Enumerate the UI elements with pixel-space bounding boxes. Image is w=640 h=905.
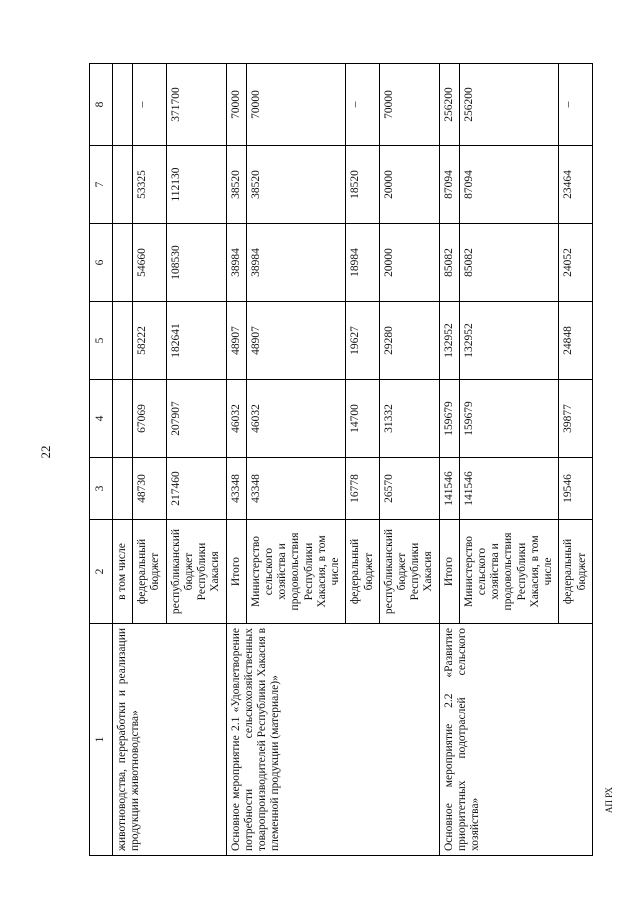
value-cell: 256200 xyxy=(439,64,459,146)
value-cell: 256200 xyxy=(459,64,559,146)
value-cell: 39877 xyxy=(559,380,592,458)
value-cell: 70000 xyxy=(246,64,346,146)
value-cell: 108530 xyxy=(166,224,226,302)
value-cell: 70000 xyxy=(226,64,246,146)
value-cell: 48907 xyxy=(226,302,246,380)
value-cell: 19627 xyxy=(346,302,379,380)
col-header: 7 xyxy=(90,146,113,224)
value-cell: 20000 xyxy=(379,146,439,224)
header-row xyxy=(90,64,113,856)
value-cell: 38520 xyxy=(226,146,246,224)
value-cell: 182641 xyxy=(166,302,226,380)
value-cell: 87094 xyxy=(459,146,559,224)
source-cell: Итого xyxy=(439,520,459,624)
value-cell: 141546 xyxy=(459,458,559,520)
value-cell: 16778 xyxy=(346,458,379,520)
value-cell xyxy=(113,64,133,146)
value-cell: 43348 xyxy=(226,458,246,520)
table-row xyxy=(226,64,246,856)
value-cell: 85082 xyxy=(439,224,459,302)
value-cell xyxy=(113,458,133,520)
value-cell: – xyxy=(346,64,379,146)
table-row xyxy=(439,64,459,856)
value-cell: 23464 xyxy=(559,146,592,224)
value-cell: 19546 xyxy=(559,458,592,520)
source-cell: республиканский бюджет Республики Хакасия xyxy=(166,520,226,624)
footer-mark: АП РХ xyxy=(604,786,614,814)
value-cell: 371700 xyxy=(166,64,226,146)
value-cell: 48907 xyxy=(246,302,346,380)
value-cell: 14700 xyxy=(346,380,379,458)
value-cell: 48730 xyxy=(133,458,166,520)
value-cell xyxy=(113,146,133,224)
source-cell: в том числе xyxy=(113,520,133,624)
table-row xyxy=(113,64,133,856)
value-cell: 29280 xyxy=(379,302,439,380)
source-cell: федеральный бюджет xyxy=(559,520,592,624)
value-cell: – xyxy=(559,64,592,146)
source-cell: Министерство сельского хозяйства и продовольствия Республики Хакасия, в том числе xyxy=(459,520,559,624)
col-header: 3 xyxy=(90,458,113,520)
activity-description: Основное мероприятие 2.1 «Удовлетворение потребности сельскохозяйственных товаропроизводителей Республики Хакасия в племенной продукции (материале)» xyxy=(226,624,439,856)
source-cell: Министерство сельского хозяйства и продовольствия Республики Хакасия, в том числе xyxy=(246,520,346,624)
budget-table xyxy=(89,63,593,856)
value-cell: 132952 xyxy=(439,302,459,380)
value-cell: 87094 xyxy=(439,146,459,224)
activity-description: Основное мероприятие 2.2 «Развитие приоритетных подотраслей сельского хозяйства» xyxy=(439,624,592,856)
col-header: 8 xyxy=(90,64,113,146)
value-cell: 159679 xyxy=(459,380,559,458)
value-cell: 24848 xyxy=(559,302,592,380)
col-header: 6 xyxy=(90,224,113,302)
value-cell: 18984 xyxy=(346,224,379,302)
value-cell: 67069 xyxy=(133,380,166,458)
source-cell: Итого xyxy=(226,520,246,624)
source-cell: республиканский бюджет Республики Хакасия xyxy=(379,520,439,624)
value-cell: 217460 xyxy=(166,458,226,520)
value-cell: 31332 xyxy=(379,380,439,458)
value-cell: 38984 xyxy=(246,224,346,302)
value-cell: 207907 xyxy=(166,380,226,458)
value-cell: – xyxy=(133,64,166,146)
value-cell xyxy=(113,224,133,302)
value-cell: 24052 xyxy=(559,224,592,302)
value-cell: 20000 xyxy=(379,224,439,302)
value-cell: 46032 xyxy=(226,380,246,458)
col-header: 5 xyxy=(90,302,113,380)
value-cell: 38984 xyxy=(226,224,246,302)
value-cell xyxy=(113,302,133,380)
value-cell: 159679 xyxy=(439,380,459,458)
value-cell: 38520 xyxy=(246,146,346,224)
value-cell xyxy=(113,380,133,458)
source-cell: федеральный бюджет xyxy=(346,520,379,624)
col-header: 4 xyxy=(90,380,113,458)
value-cell: 53325 xyxy=(133,146,166,224)
page-number: 22 xyxy=(38,445,53,459)
col-header: 2 xyxy=(90,520,113,624)
value-cell: 18520 xyxy=(346,146,379,224)
value-cell: 132952 xyxy=(459,302,559,380)
value-cell: 58222 xyxy=(133,302,166,380)
value-cell: 112130 xyxy=(166,146,226,224)
value-cell: 70000 xyxy=(379,64,439,146)
rotated-table-container xyxy=(89,64,588,856)
source-cell: федеральный бюджет xyxy=(133,520,166,624)
value-cell: 141546 xyxy=(439,458,459,520)
value-cell: 43348 xyxy=(246,458,346,520)
col-header: 1 xyxy=(90,624,113,856)
value-cell: 26570 xyxy=(379,458,439,520)
value-cell: 54660 xyxy=(133,224,166,302)
activity-description: животноводства, переработки и реализации продукции животноводства» xyxy=(113,624,227,856)
value-cell: 46032 xyxy=(246,380,346,458)
value-cell: 85082 xyxy=(459,224,559,302)
